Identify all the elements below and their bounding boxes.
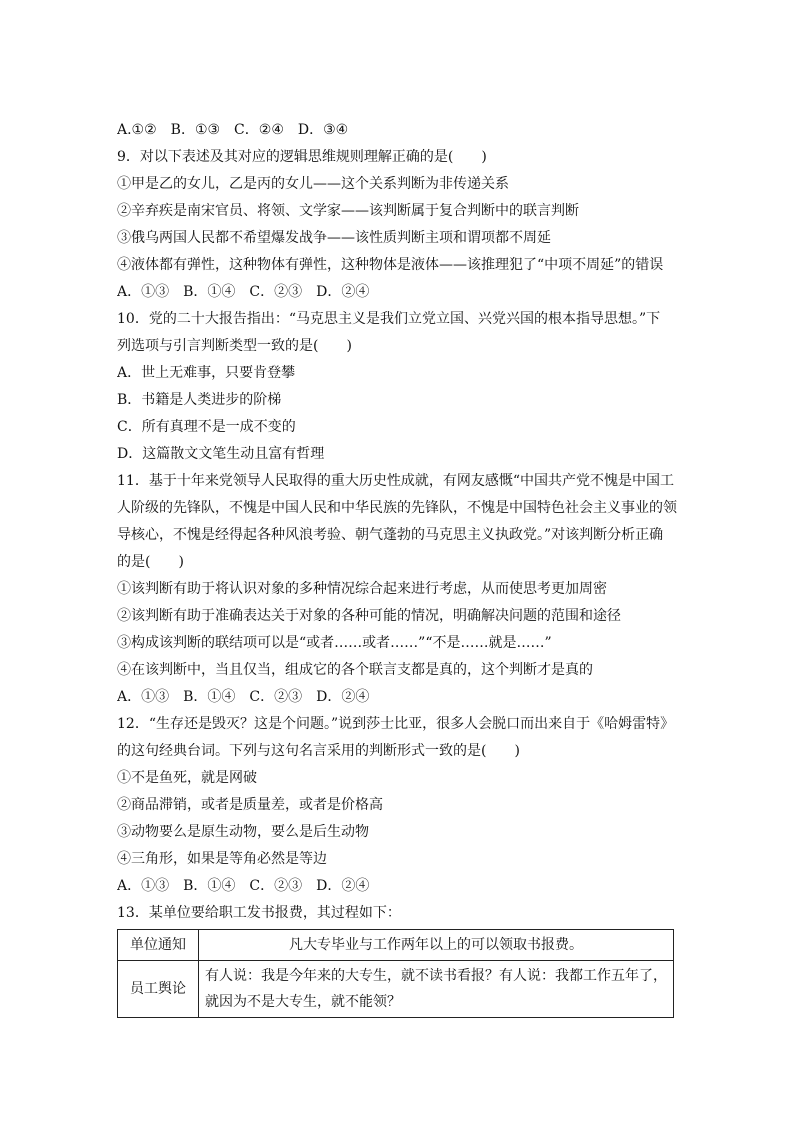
table-cell-opinion-text <box>199 961 674 1018</box>
q13-stem: 13．某单位要给职工发书报费，其过程如下： <box>117 905 401 921</box>
q11-stem-line-2: 人阶级的先锋队，不愧是中国人民和中华民族的先锋队，不愧是中国特色社会主义事业的领 <box>117 500 677 516</box>
q9-item-4: ④液体都有弹性，这种物体有弹性，这种物体是液体——该推理犯了“中项不周延”的错误 <box>117 257 664 273</box>
q9-item-3: ③俄乌两国人民都不希望爆发战争——该性质判断主项和谓项都不周延 <box>117 230 551 246</box>
q11-stem-line-3: 导核心，不愧是经得起各种风浪考验、朝气蓬勃的马克思主义执政党。”对该判断分析正确 <box>117 527 664 543</box>
table-row <box>118 961 674 1018</box>
q11-item-2: ②该判断有助于准确表达关于对象的各种可能的情况，明确解决问题的范围和途径 <box>117 608 621 624</box>
opinion-line-2: 就因为不是大专生，就不能领？ <box>205 994 401 1010</box>
q11-options: A．①③ B．①④ C．②③ D．②④ <box>117 689 370 705</box>
q12-item-1: ①不是鱼死，就是网破 <box>117 770 257 786</box>
q11-stem-line-1: 11．基于十年来党领导人民取得的重大历史性成就，有网友感慨“中国共产党不愧是中国工 <box>117 473 674 489</box>
q8-options: A.①② B．①③ C．②④ D．③④ <box>117 122 349 138</box>
q13-table <box>117 929 674 1018</box>
q9-stem: 9．对以下表述及其对应的逻辑思维规则理解正确的是( ) <box>117 149 487 165</box>
table-cell-opinion-head: 员工舆论 <box>118 961 199 1018</box>
q9-options: A．①③ B．①④ C．②③ D．②④ <box>117 284 370 300</box>
q11-item-4: ④在该判断中，当且仅当，组成它的各个联言支都是真的，这个判断才是真的 <box>117 662 593 678</box>
q12-stem-line-1: 12．“生存还是毁灭？这是个问题。”说到莎士比亚，很多人会脱口而出来自于《哈姆雷特》 <box>117 716 675 732</box>
q11-item-3: ③构成该判断的联结项可以是“或者……或者……”“不是……就是……” <box>117 635 552 651</box>
table-cell-notice-head: 单位通知 <box>118 930 199 961</box>
q12-item-2: ②商品滞销，或者是质量差，或者是价格高 <box>117 797 383 813</box>
q10-choice-d: D．这篇散文文笔生动且富有哲理 <box>117 446 325 462</box>
q12-item-4: ④三角形，如果是等角必然是等边 <box>117 851 327 867</box>
q10-stem-line-1: 10．党的二十大报告指出：“马克思主义是我们立党立国、兴党兴国的根本指导思想。”下 <box>117 311 661 327</box>
q11-item-1: ①该判断有助于将认识对象的多种情况综合起来进行考虑，从而使思考更加周密 <box>117 581 607 597</box>
q12-stem-line-2: 的这句经典台词。下列与这句名言采用的判断形式一致的是( ) <box>117 743 520 759</box>
q10-choice-c: C．所有真理不是一成不变的 <box>117 419 296 435</box>
table-cell-notice-text: 凡大专毕业与工作两年以上的可以领取书报费。 <box>199 930 674 961</box>
q10-choice-a: A．世上无难事，只要肯登攀 <box>117 365 296 381</box>
q12-options: A．①③ B．①④ C．②③ D．②④ <box>117 878 370 894</box>
q10-stem-line-2: 列选项与引言判断类型一致的是( ) <box>117 338 352 354</box>
table-row <box>118 930 674 961</box>
q9-item-1: ①甲是乙的女儿，乙是丙的女儿——这个关系判断为非传递关系 <box>117 176 509 192</box>
document-page <box>117 117 679 1018</box>
q12-item-3: ③动物要么是原生动物，要么是后生动物 <box>117 824 369 840</box>
q9-item-2: ②辛弃疾是南宋官员、将领、文学家——该判断属于复合判断中的联言判断 <box>117 203 579 219</box>
q11-stem-line-4: 的是( ) <box>117 554 184 570</box>
q10-choice-b: B．书籍是人类进步的阶梯 <box>117 392 282 408</box>
opinion-line-1: 有人说：我是今年来的大专生，就不读书看报？有人说：我都工作五年了， <box>205 968 667 984</box>
